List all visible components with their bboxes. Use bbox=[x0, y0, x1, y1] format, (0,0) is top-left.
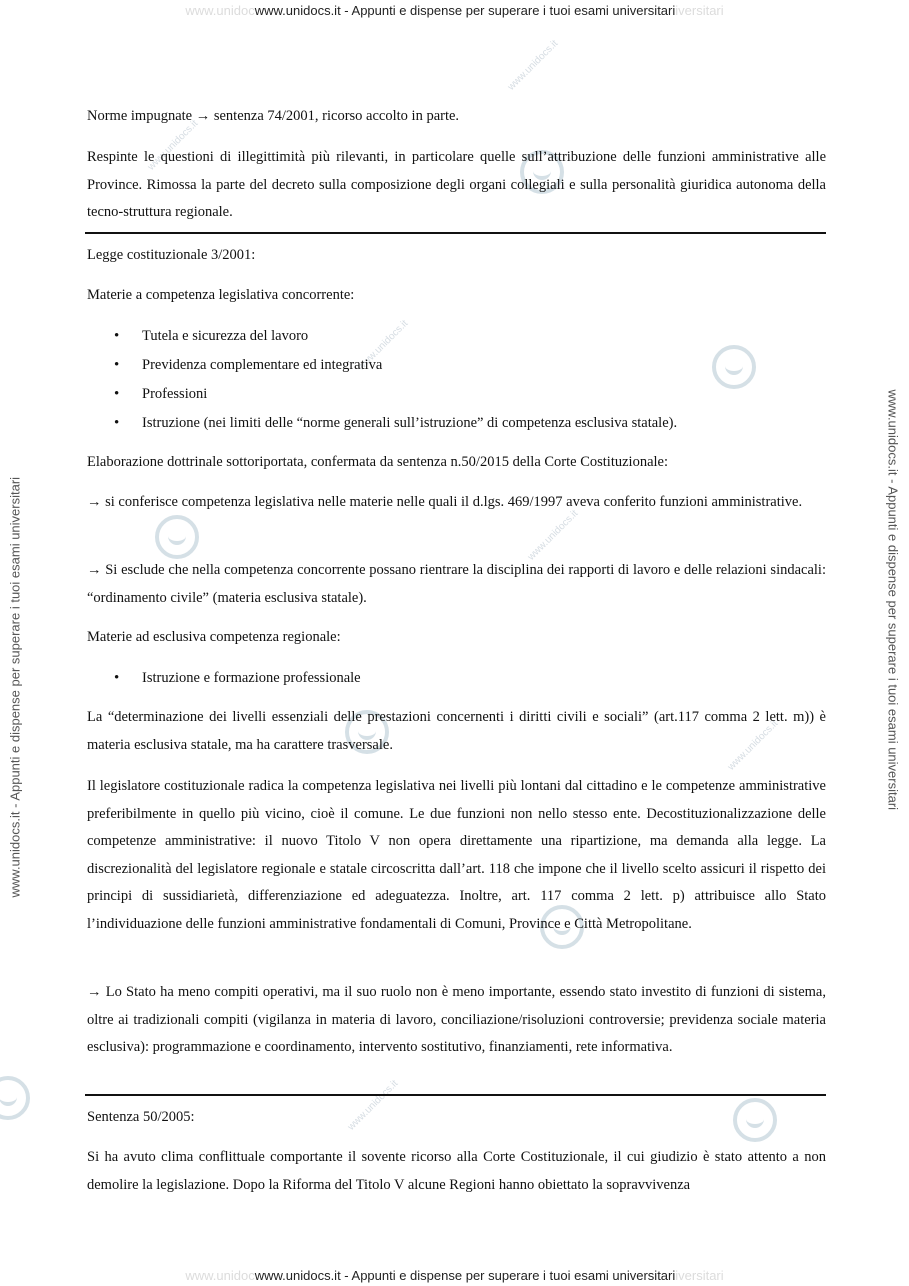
paragraph bbox=[87, 704, 826, 759]
watermark-logo-icon bbox=[155, 515, 199, 559]
paragraph bbox=[87, 144, 826, 227]
heading bbox=[87, 282, 826, 310]
watermark-bottom bbox=[0, 1268, 909, 1283]
heading bbox=[87, 1104, 826, 1132]
heading-sentenza: Sentenza 50/2005: bbox=[87, 1109, 195, 1125]
paragraph bbox=[87, 773, 826, 938]
heading bbox=[87, 242, 826, 270]
paragraph-legislatore-costituzionale: Il legislatore costituzionale radica la competenza legislativa nei livelli più lontani dal cittadino e le competenze amministrative preferibilmente in quello più vicino, cioè il comune. Le due funzioni non nello stesso ente. Decostituzionalizzazione delle competenze amministrative: il nuovo Titolo V non opera direttamente una ripartizione, ma demanda alla legge. La discrezionalità del legislatore regionale e statale circoscritta dall’art. 118 che impone che il livello scelto assicuri il rispetto dei principi di sussidiarietà, differenziazione ed adeguatezza. Inoltre, art. 117 comma 2 lett. p) attribuisce allo Stato l’individuazione delle funzioni amministrative fondamentali di Comuni, Province e Città Metropolitane. bbox=[87, 778, 826, 932]
paragraph bbox=[87, 449, 826, 477]
watermark-diagonal: www.unidocs.it bbox=[345, 1078, 401, 1133]
section-divider bbox=[85, 1094, 826, 1096]
heading-legge-costituzionale: Legge costituzionale 3/2001: bbox=[87, 247, 256, 263]
watermark-diagonal: www.unidocs.it bbox=[145, 118, 201, 173]
watermark-logo-icon bbox=[0, 1076, 30, 1120]
watermark-left-side: www.unidocs.it - Appunti e dispense per superare i tuoi esami universitari bbox=[7, 476, 23, 898]
paragraph bbox=[87, 979, 826, 1062]
paragraph-lo-stato: → Lo Stato ha meno compiti operativi, ma il suo ruolo non è meno importante, essendo stato investito di funzioni di sistema, oltre ai tradizionali compiti (vigilanza in materia di lavoro, conciliazione/risoluzioni controversie; previdenza sociale materia esclusiva): programmazione e coordinamento, intervento sostitutivo, finanziamenti, rete informativa. bbox=[87, 984, 826, 1055]
watermark-ghost-right: iversitari bbox=[675, 3, 724, 18]
list-item: • Istruzione (nei limiti delle “norme generali sull’istruzione” di competenza esclusiva statale). bbox=[87, 409, 826, 438]
list-item: • Tutela e sicurezza del lavoro bbox=[87, 322, 826, 351]
watermark-diagonal: www.unidocs.it bbox=[725, 718, 781, 773]
heading bbox=[87, 624, 826, 652]
list-item: • Professioni bbox=[87, 380, 826, 409]
list-item: • Previdenza complementare ed integrativa bbox=[87, 351, 826, 380]
watermark-bottom-text: www.unidocs.it - Appunti e dispense per superare i tuoi esami universitari bbox=[254, 1268, 676, 1283]
heading-materie-concorrente: Materie a competenza legislativa concorrente: bbox=[87, 287, 355, 303]
paragraph bbox=[87, 489, 826, 517]
bullet-list-concorrente bbox=[87, 322, 826, 438]
paragraph-competenza-legislativa: → si conferisce competenza legislativa nelle materie nelle quali il d.lgs. 469/1997 aveva conferito funzioni amministrative. bbox=[87, 494, 803, 510]
watermark-ghost-left: www.unidoc bbox=[185, 1268, 255, 1283]
watermark-diagonal: www.unidocs.it bbox=[505, 38, 561, 93]
heading-materie-esclusiva: Materie ad esclusiva competenza regionale: bbox=[87, 629, 341, 645]
paragraph-si-esclude: → Si esclude che nella competenza concorrente possano rientrare la disciplina dei rapporti di lavoro e delle relazioni sindacali: “ordinamento civile” (materia esclusiva statale). bbox=[87, 562, 826, 606]
paragraph bbox=[87, 1144, 826, 1199]
watermark-ghost-right: iversitari bbox=[675, 1268, 724, 1283]
watermark-ghost-left: www.unidoc bbox=[185, 3, 255, 18]
paragraph-elaborazione: Elaborazione dottrinale sottoriportata, confermata da sentenza n.50/2015 della Corte Costituzionale: bbox=[87, 454, 669, 470]
watermark-top bbox=[0, 3, 909, 18]
section-divider bbox=[85, 232, 826, 234]
paragraph-clima-conflittuale: Si ha avuto clima conflittuale comportante il sovente ricorso alla Corte Costituzionale, il cui giudizio è stato attento a non demolire la legislazione. Dopo la Riforma del Titolo V alcune Regioni hanno obiettato la sopravvivenza bbox=[87, 1149, 826, 1193]
watermark-diagonal: www.unidocs.it bbox=[355, 318, 411, 373]
watermark-top-text: www.unidocs.it - Appunti e dispense per superare i tuoi esami universitari bbox=[254, 3, 676, 18]
paragraph-determinazione: La “determinazione dei livelli essenziali delle prestazioni concernenti i diritti civili e sociali” (art.117 comma 2 lett. m)) è materia esclusiva statale, ma ha carattere trasversale. bbox=[87, 709, 826, 753]
paragraph bbox=[87, 103, 826, 131]
list-item: • Istruzione e formazione professionale bbox=[87, 664, 826, 693]
watermark-diagonal: www.unidocs.it bbox=[525, 508, 581, 563]
paragraph bbox=[87, 557, 826, 612]
paragraph-respinte: Respinte le questioni di illegittimità più rilevanti, in particolare quelle sull’attribuzione delle funzioni amministrative alle Province. Rimossa la parte del decreto sulla composizione degli organi collegiali e sulla personalità giuridica autonoma della tecno-struttura regionale. bbox=[87, 149, 826, 220]
paragraph-norme-impugnate: Norme impugnate → sentenza 74/2001, ricorso accolto in parte. bbox=[87, 108, 460, 124]
watermark-right-side: www.unidocs.it - Appunti e dispense per superare i tuoi esami universitari bbox=[885, 389, 901, 811]
bullet-list-regionale bbox=[87, 664, 826, 693]
